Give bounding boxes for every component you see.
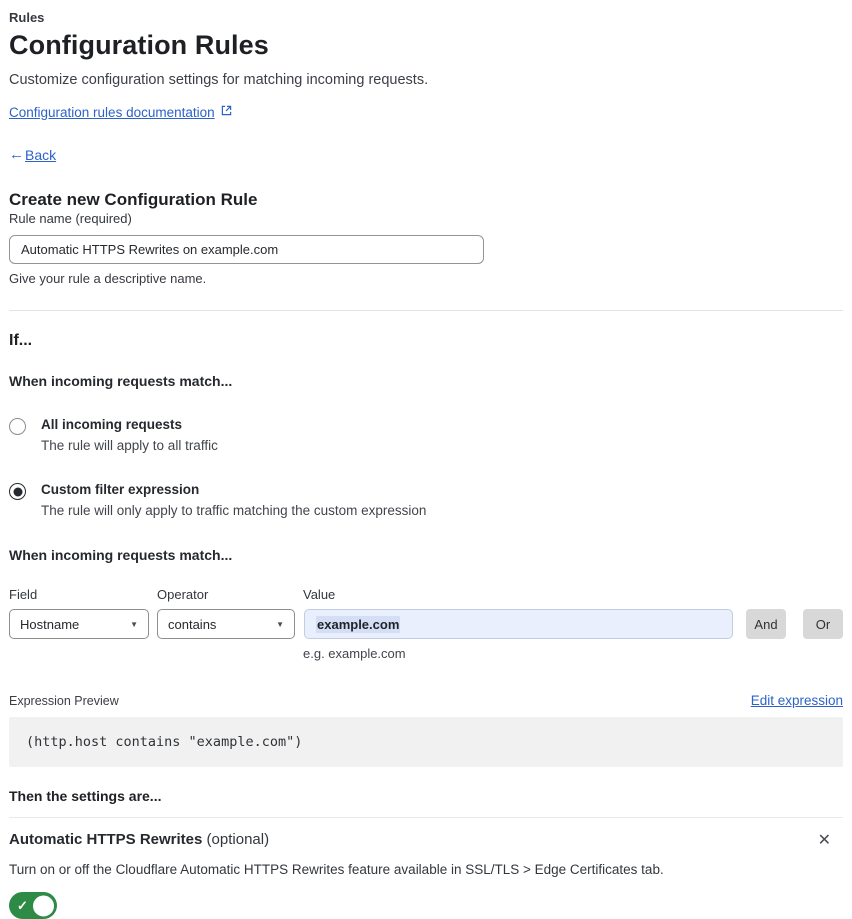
value-input-text: example.com [317,616,400,632]
divider [9,310,843,311]
and-button[interactable]: And [746,609,786,639]
field-select-value: Hostname [20,616,80,632]
builder-row [9,609,843,639]
setting-description: Turn on or off the Cloudflare Automatic HTTPS Rewrites feature available in SSL/TLS > Edge Certificates tab. [9,862,664,877]
expression-preview-label: Expression Preview [9,694,119,708]
close-icon[interactable]: ✕ [812,831,837,851]
edit-expression-link[interactable]: Edit expression [750,693,843,708]
back-arrow-icon: ← [9,146,24,163]
builder-labels [9,587,843,602]
setting-title [9,831,269,848]
rule-name-help: Give your rule a descriptive name. [9,271,207,286]
value-input[interactable] [304,609,733,639]
field-label: Field [9,587,38,602]
expression-preview-row [9,693,843,708]
radio-label: Custom filter expression [41,482,200,497]
match-type-radio-group [9,417,843,518]
radio-all-incoming-requests[interactable] [9,417,843,453]
page-subtitle: Customize configuration settings for matching incoming requests. [9,72,429,88]
setting-header [9,831,843,851]
operator-label: Operator [157,587,209,602]
then-heading: Then the settings are... [9,788,162,804]
builder-heading: When incoming requests match... [9,547,233,563]
radio-label: All incoming requests [41,417,183,432]
setting-optional-label: (optional) [202,831,270,848]
or-button[interactable]: Or [803,609,843,639]
if-heading: If... [9,332,33,349]
check-icon: ✓ [17,897,28,913]
divider [9,817,843,818]
rule-name-label: Rule name (required) [9,211,132,226]
value-help: e.g. example.com [303,646,406,661]
setting-name: Automatic HTTPS Rewrites [9,831,203,848]
match-heading: When incoming requests match... [9,373,233,389]
doc-link-row [9,103,843,121]
chevron-down-icon: ▼ [276,619,284,629]
radio-button-icon[interactable] [9,418,26,435]
rule-name-input[interactable] [9,235,484,264]
create-rule-heading: Create new Configuration Rule [9,190,258,209]
back-row [9,146,843,163]
documentation-link[interactable]: Configuration rules documentation [9,104,215,120]
operator-select[interactable] [157,609,295,639]
chevron-down-icon: ▼ [130,619,138,629]
page-title: Configuration Rules [9,30,269,60]
operator-select-value: contains [168,616,217,632]
expression-preview-code: (http.host contains "example.com") [9,717,843,767]
radio-description: The rule will apply to all traffic [41,438,218,453]
value-label: Value [303,587,336,602]
field-select[interactable] [9,609,149,639]
back-link[interactable]: Back [25,146,57,163]
radio-description: The rule will only apply to traffic matching the custom expression [41,503,427,518]
radio-button-icon[interactable] [9,483,26,500]
radio-custom-filter-expression[interactable] [9,482,843,518]
breadcrumb: Rules [9,10,45,25]
external-link-icon [221,103,232,121]
